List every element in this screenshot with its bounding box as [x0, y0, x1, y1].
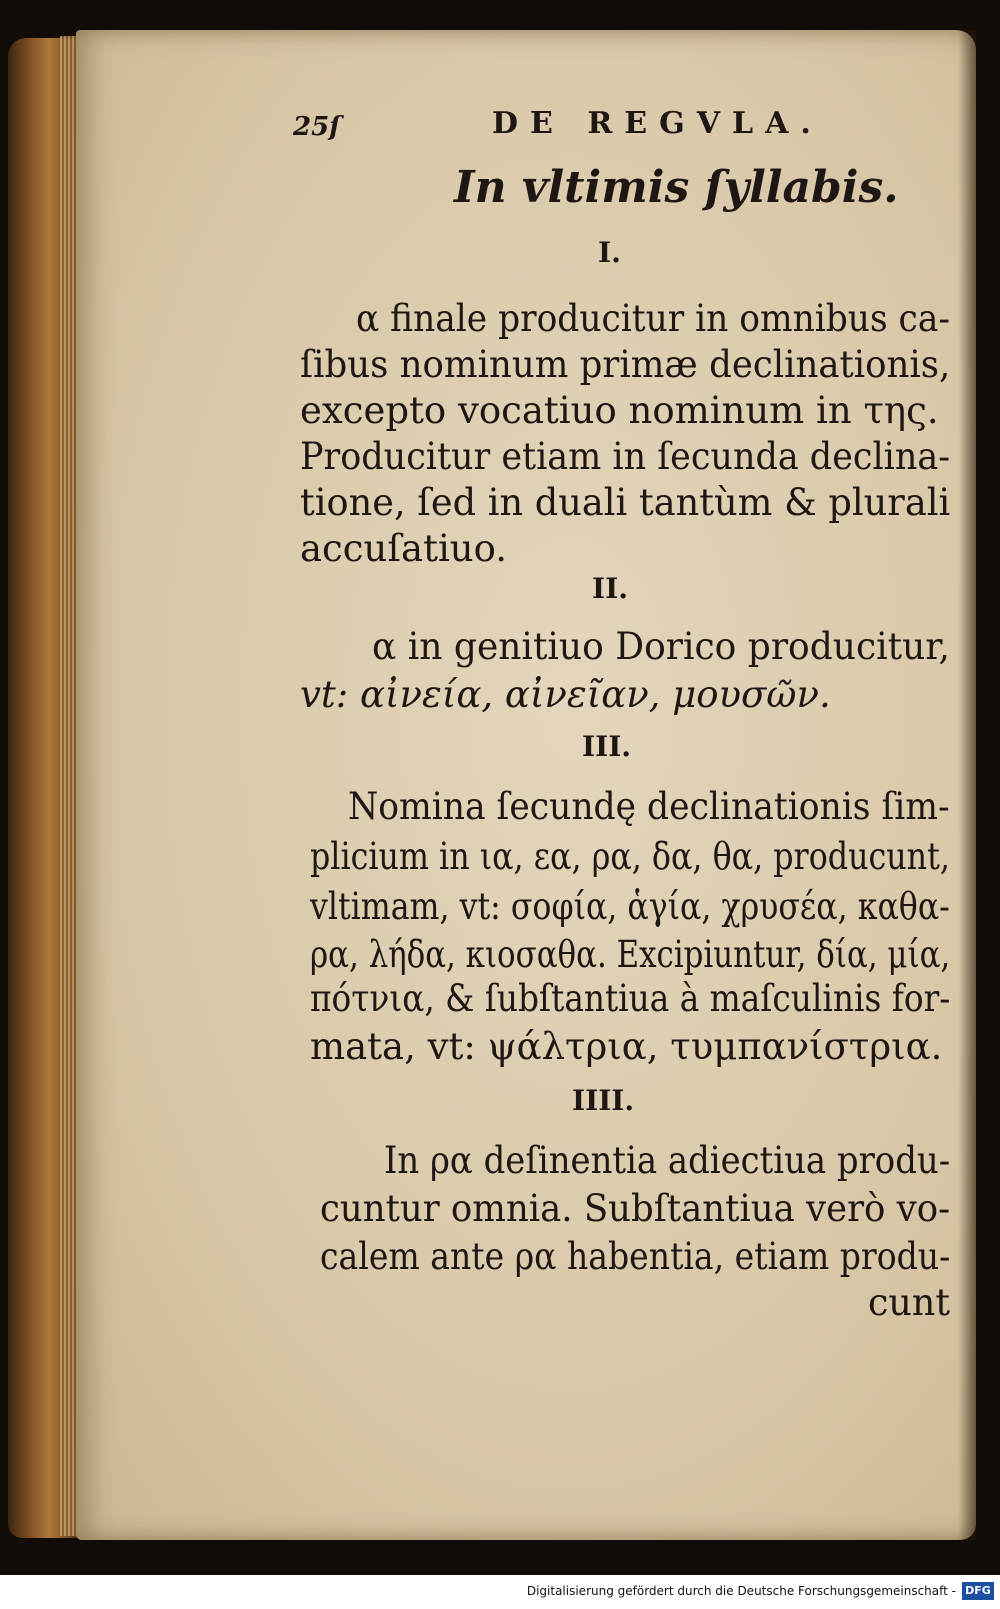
- running-head: DE REGVLA.: [492, 106, 823, 141]
- rule-3-line-4: ρα, λήδα, κιοσαθα. Excipiuntur, δία, μία,: [310, 933, 951, 976]
- digitization-footer: [0, 1575, 1000, 1609]
- rule-4-line-3: calem ante ρα habentia, etiam produ-: [320, 1235, 951, 1278]
- rule-numeral-1: I.: [598, 236, 621, 269]
- rule-numeral-4: IIII.: [572, 1084, 635, 1117]
- rule-1-line-5: tione, ſed in duali tantùm & plurali: [300, 481, 951, 524]
- rule-numeral-3: III.: [582, 730, 632, 763]
- rule-1-line-6: accuſatiuo.: [300, 527, 508, 570]
- dfg-logo: DFG: [962, 1582, 994, 1600]
- rule-3-line-1: Nomina ſecundę declinationis ſim-: [348, 785, 950, 828]
- rule-3-line-2: plicium in ια, εα, ρα, δα, θα, producunt,: [310, 835, 950, 878]
- rule-1-line-1: α finale producitur in omnibus ca-: [356, 297, 950, 340]
- catchword: cunt: [868, 1281, 951, 1324]
- section-title: In ᴠltimis ſyllabis.: [454, 162, 899, 213]
- page-number: 25ſ: [293, 112, 341, 142]
- rule-2-line-1: α in genitiuo Dorico producitur,: [372, 625, 950, 668]
- rule-1-line-2: ſibus nominum primæ declinationis,: [300, 343, 951, 386]
- rule-4-line-1: In ρα deſinentia adiectiua produ-: [384, 1139, 951, 1182]
- rule-3-line-6: mata, vt: ψάλτρια, τυμπανίστρια.: [310, 1025, 943, 1068]
- rule-3-line-3: vltimam, vt: σοφία, ἁγία, χρυσέα, καθα-: [310, 885, 950, 928]
- rule-4-line-2: cuntur omnia. Subſtantiua verò vo-: [320, 1187, 951, 1230]
- rule-numeral-2: II.: [592, 572, 628, 605]
- rule-1-line-3: excepto vocatiuo nominum in της.: [300, 389, 939, 432]
- page-gutter-shadow: [958, 30, 976, 1540]
- rule-2-line-2: vt: αἰνεία, αἰνεῖαν, μουσῶν.: [300, 673, 831, 716]
- footer-credit: Digitalisierung gefördert durch die Deutsche Forschungsgemeinschaft -: [526, 1584, 956, 1598]
- rule-1-line-4: Producitur etiam in ſecunda declina-: [300, 435, 951, 478]
- rule-3-line-5: πότνια, & ſubſtantiua à maſculinis for-: [310, 977, 951, 1020]
